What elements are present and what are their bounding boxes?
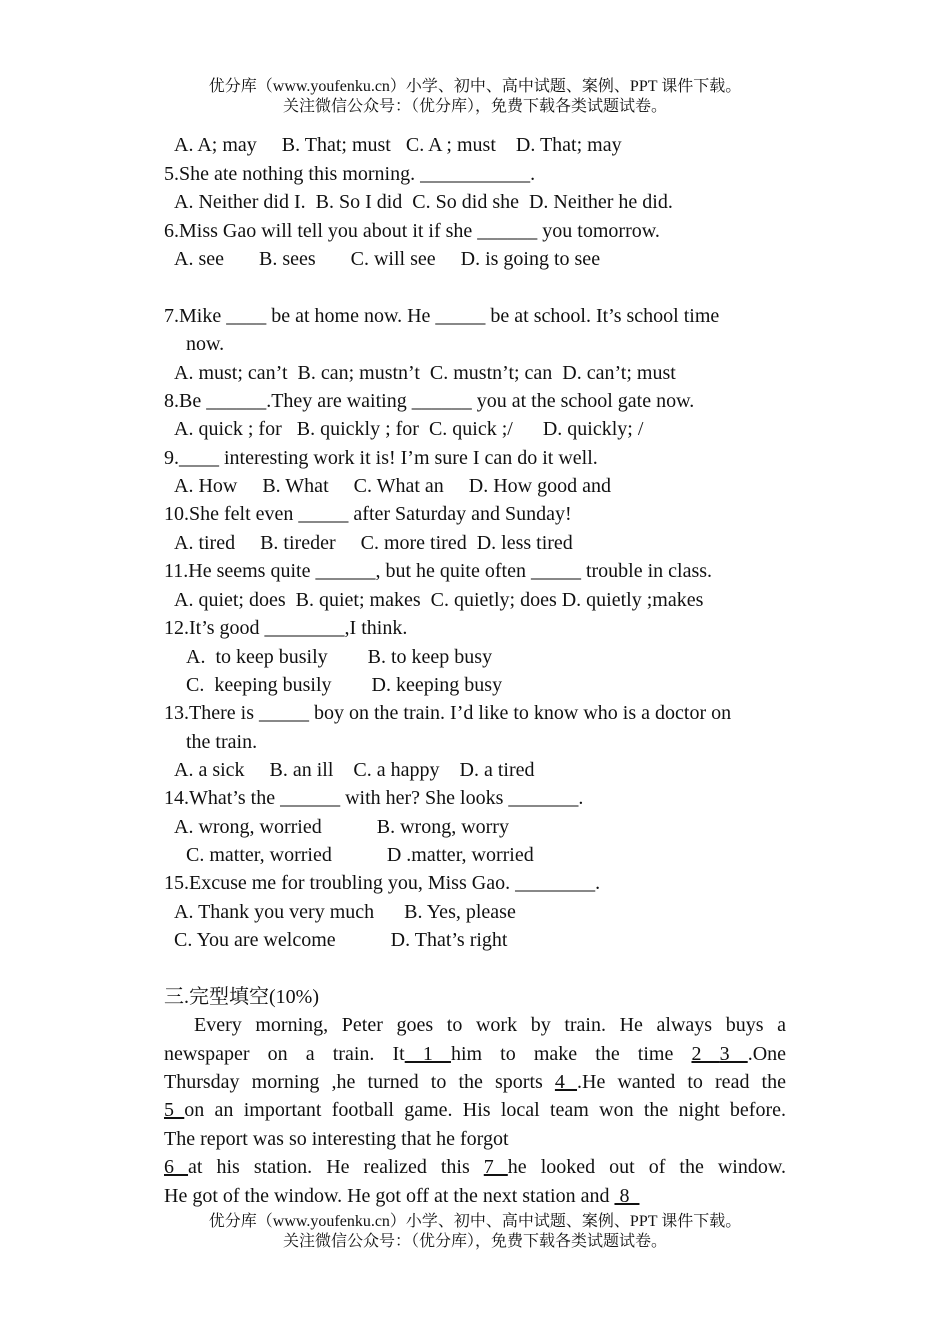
q7-stem: 7.Mike ____ be at home now. He _____ be at school. It’s school time bbox=[164, 305, 720, 327]
q10-options: A. tired B. tireder C. more tired D. less tired bbox=[174, 532, 573, 554]
q4-options: A. A; may B. That; must C. A ; must D. That; may bbox=[174, 134, 622, 156]
section-heading-cloze: 三.完型填空(10%) bbox=[164, 986, 319, 1008]
q15-stem: 15.Excuse me for troubling you, Miss Gao. ________. bbox=[164, 872, 601, 894]
cloze-line-5: The report was so interesting that he forgot bbox=[164, 1128, 509, 1150]
header-line-1: 优分库（www.youfenku.cn）小学、初中、高中试题、案例、PPT 课件下载。 bbox=[208, 78, 742, 95]
header-line-2: 关注微信公众号：（优分库），免费下载各类试题试卷。 bbox=[282, 98, 667, 115]
q15-options-row2: C. You are welcome D. That’s right bbox=[174, 929, 508, 951]
q6-stem: 6.Miss Gao will tell you about it if she ______ you tomorrow. bbox=[164, 220, 660, 242]
q8-stem: 8.Be ______.They are waiting ______ you at the school gate now. bbox=[164, 390, 695, 412]
blank-3: 3 bbox=[719, 1043, 748, 1065]
cloze-line-1 bbox=[194, 1011, 786, 1039]
q13-stem: 13.There is _____ boy on the train. I’d like to know who is a doctor on bbox=[164, 702, 732, 724]
cloze-text: at his station. He realized this bbox=[188, 1156, 484, 1178]
q11-options: A. quiet; does B. quiet; makes C. quietly; does D. quietly ;makes bbox=[174, 589, 704, 611]
q14-options-row1: A. wrong, worried B. wrong, worry bbox=[174, 816, 509, 838]
q12-options-row1: A. to keep busily B. to keep busy bbox=[186, 646, 493, 668]
q12-stem: 12.It’s good ________,I think. bbox=[164, 617, 408, 639]
q9-options: A. How B. What C. What an D. How good and bbox=[174, 475, 611, 497]
cloze-text: .One bbox=[747, 1043, 787, 1065]
footer-line-2: 关注微信公众号：（优分库），免费下载各类试题试卷。 bbox=[282, 1233, 667, 1250]
q8-options: A. quick ; for B. quickly ; for C. quick ;/ D. quickly; / bbox=[174, 418, 644, 440]
blank-1: 1 bbox=[404, 1043, 451, 1065]
blank-4: 4 bbox=[554, 1071, 578, 1093]
q15-options-row1: A. Thank you very much B. Yes, please bbox=[174, 901, 516, 923]
q14-options-row2: C. matter, worried D .matter, worried bbox=[186, 844, 534, 866]
blank-7: 7 bbox=[483, 1156, 508, 1178]
cloze-line-6 bbox=[164, 1153, 786, 1181]
q10-stem: 10.She felt even _____ after Saturday and Sunday! bbox=[164, 503, 572, 525]
q11-stem: 11.He seems quite ______, but he quite often _____ trouble in class. bbox=[164, 560, 713, 582]
q13-stem-cont: the train. bbox=[186, 731, 258, 753]
q6-options: A. see B. sees C. will see D. is going to see bbox=[174, 248, 601, 270]
cloze-line-2 bbox=[164, 1040, 786, 1068]
q5-stem: 5.She ate nothing this morning. ___________. bbox=[164, 163, 536, 185]
blank-6: 6 bbox=[164, 1156, 189, 1178]
cloze-text: he looked out of the window. bbox=[507, 1156, 787, 1178]
q7-stem-cont: now. bbox=[186, 333, 225, 355]
blank-8: 8 bbox=[614, 1185, 640, 1207]
q12-options-row2: C. keeping busily D. keeping busy bbox=[186, 674, 503, 696]
cloze-text: Every morning, Peter goes to work by train. He always buys a bbox=[194, 1014, 786, 1036]
blank-5: 5 bbox=[164, 1099, 185, 1121]
cloze-text: Thursday morning ,he turned to the sports bbox=[164, 1071, 555, 1093]
blank-2: 2 bbox=[691, 1043, 720, 1065]
cloze-text: .He wanted to read the bbox=[577, 1071, 786, 1093]
q13-options: A. a sick B. an ill C. a happy D. a tired bbox=[174, 759, 535, 781]
footer-line-1: 优分库（www.youfenku.cn）小学、初中、高中试题、案例、PPT 课件下载。 bbox=[208, 1213, 742, 1230]
q9-stem: 9.____ interesting work it is! I’m sure I can do it well. bbox=[164, 447, 598, 469]
cloze-text: newspaper on a train. It bbox=[164, 1043, 405, 1065]
q14-stem: 14.What’s the ______ with her? She looks _______. bbox=[164, 787, 584, 809]
cloze-text: on an important football game. His local team won the night before. bbox=[184, 1099, 787, 1121]
cloze-line-4 bbox=[164, 1096, 786, 1124]
q7-options: A. must; can’t B. can; mustn’t C. mustn’t; can D. can’t; must bbox=[174, 362, 676, 384]
cloze-line-7 bbox=[164, 1182, 639, 1210]
q5-options: A. Neither did I. B. So I did C. So did she D. Neither he did. bbox=[174, 191, 673, 213]
cloze-text: him to make the time bbox=[450, 1043, 692, 1065]
cloze-text: He got of the window. He got off at the next station and bbox=[164, 1185, 615, 1207]
cloze-line-3 bbox=[164, 1068, 786, 1096]
